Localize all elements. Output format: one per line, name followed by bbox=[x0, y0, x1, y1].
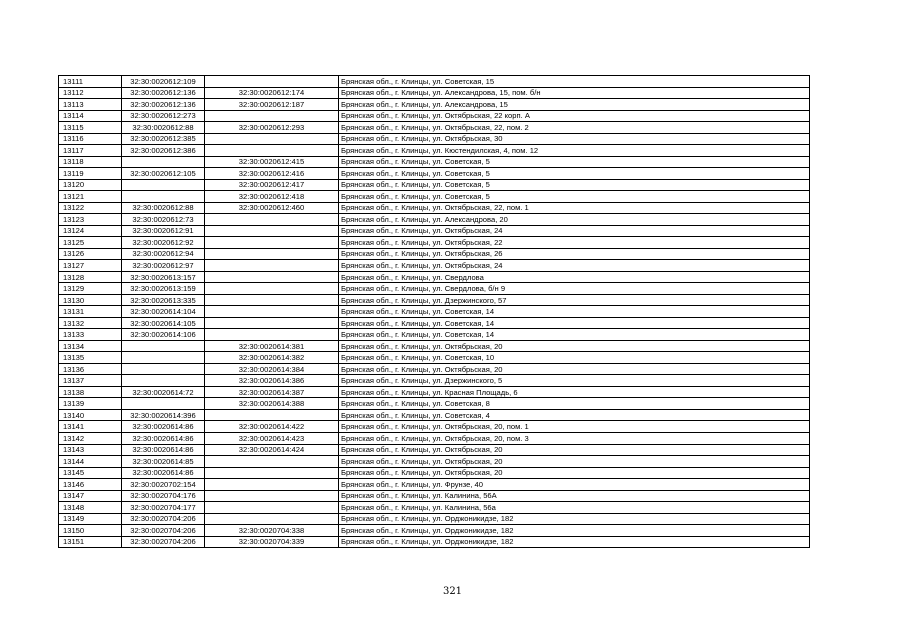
land-cadastral-number-cell: 32:30:0020614:72 bbox=[122, 386, 205, 398]
row-number-cell: 13133 bbox=[59, 329, 122, 341]
object-cadastral-number-cell bbox=[205, 409, 339, 421]
land-cadastral-number-cell: 32:30:0020614:86 bbox=[122, 444, 205, 456]
address-cell: Брянская обл., г. Клинцы, ул. Октябрьская, 22, пом. 1 bbox=[339, 202, 810, 214]
land-cadastral-number-cell: 32:30:0020613:159 bbox=[122, 283, 205, 295]
row-number-cell: 13123 bbox=[59, 214, 122, 226]
table-row bbox=[59, 214, 810, 226]
land-cadastral-number-cell: 32:30:0020614:86 bbox=[122, 421, 205, 433]
land-cadastral-number-cell: 32:30:0020612:136 bbox=[122, 87, 205, 99]
land-cadastral-number-cell bbox=[122, 340, 205, 352]
row-number-cell: 13124 bbox=[59, 225, 122, 237]
row-number-cell: 13143 bbox=[59, 444, 122, 456]
table-row bbox=[59, 386, 810, 398]
table-row bbox=[59, 283, 810, 295]
land-cadastral-number-cell: 32:30:0020704:206 bbox=[122, 525, 205, 537]
row-number-cell: 13128 bbox=[59, 271, 122, 283]
address-cell: Брянская обл., г. Клинцы, ул. Октябрьская, 24 bbox=[339, 225, 810, 237]
address-cell: Брянская обл., г. Клинцы, ул. Октябрьская, 20, пом. 3 bbox=[339, 432, 810, 444]
row-number-cell: 13121 bbox=[59, 191, 122, 203]
row-number-cell: 13134 bbox=[59, 340, 122, 352]
address-cell: Брянская обл., г. Клинцы, ул. Октябрьская, 22 bbox=[339, 237, 810, 249]
object-cadastral-number-cell bbox=[205, 490, 339, 502]
object-cadastral-number-cell bbox=[205, 479, 339, 491]
table-row bbox=[59, 444, 810, 456]
land-cadastral-number-cell: 32:30:0020614:86 bbox=[122, 467, 205, 479]
land-cadastral-number-cell: 32:30:0020612:105 bbox=[122, 168, 205, 180]
table-row bbox=[59, 306, 810, 318]
object-cadastral-number-cell bbox=[205, 237, 339, 249]
address-cell: Брянская обл., г. Клинцы, ул. Кюстендилская, 4, пом. 12 bbox=[339, 145, 810, 157]
row-number-cell: 13125 bbox=[59, 237, 122, 249]
table-row bbox=[59, 536, 810, 548]
land-cadastral-number-cell bbox=[122, 191, 205, 203]
row-number-cell: 13146 bbox=[59, 479, 122, 491]
table-row bbox=[59, 248, 810, 260]
land-cadastral-number-cell bbox=[122, 398, 205, 410]
row-number-cell: 13138 bbox=[59, 386, 122, 398]
address-cell: Брянская обл., г. Клинцы, ул. Калинина, 56А bbox=[339, 490, 810, 502]
land-cadastral-number-cell: 32:30:0020612:94 bbox=[122, 248, 205, 260]
row-number-cell: 13149 bbox=[59, 513, 122, 525]
land-cadastral-number-cell: 32:30:0020702:154 bbox=[122, 479, 205, 491]
land-cadastral-number-cell: 32:30:0020612:386 bbox=[122, 145, 205, 157]
table-row bbox=[59, 168, 810, 180]
address-cell: Брянская обл., г. Клинцы, ул. Дзержинского, 5 bbox=[339, 375, 810, 387]
object-cadastral-number-cell bbox=[205, 294, 339, 306]
address-cell: Брянская обл., г. Клинцы, ул. Красная Площадь, 6 bbox=[339, 386, 810, 398]
land-cadastral-number-cell: 32:30:0020614:104 bbox=[122, 306, 205, 318]
object-cadastral-number-cell bbox=[205, 283, 339, 295]
land-cadastral-number-cell: 32:30:0020704:206 bbox=[122, 536, 205, 548]
land-cadastral-number-cell: 32:30:0020612:136 bbox=[122, 99, 205, 111]
address-cell: Брянская обл., г. Клинцы, ул. Октябрьская, 20, пом. 1 bbox=[339, 421, 810, 433]
table-row bbox=[59, 110, 810, 122]
row-number-cell: 13113 bbox=[59, 99, 122, 111]
page-number: 321 bbox=[442, 586, 463, 597]
table-row bbox=[59, 294, 810, 306]
land-cadastral-number-cell: 32:30:0020613:335 bbox=[122, 294, 205, 306]
row-number-cell: 13117 bbox=[59, 145, 122, 157]
table-row bbox=[59, 87, 810, 99]
row-number-cell: 13112 bbox=[59, 87, 122, 99]
row-number-cell: 13119 bbox=[59, 168, 122, 180]
object-cadastral-number-cell: 32:30:0020612:415 bbox=[205, 156, 339, 168]
table-row bbox=[59, 202, 810, 214]
address-cell: Брянская обл., г. Клинцы, ул. Октябрьская, 20 bbox=[339, 456, 810, 468]
row-number-cell: 13142 bbox=[59, 432, 122, 444]
land-cadastral-number-cell: 32:30:0020614:86 bbox=[122, 432, 205, 444]
land-cadastral-number-cell: 32:30:0020612:273 bbox=[122, 110, 205, 122]
table-row bbox=[59, 329, 810, 341]
address-cell: Брянская обл., г. Клинцы, ул. Александрова, 20 bbox=[339, 214, 810, 226]
object-cadastral-number-cell bbox=[205, 133, 339, 145]
row-number-cell: 13118 bbox=[59, 156, 122, 168]
object-cadastral-number-cell: 32:30:0020614:388 bbox=[205, 398, 339, 410]
row-number-cell: 13148 bbox=[59, 502, 122, 514]
address-cell: Брянская обл., г. Клинцы, ул. Дзержинского, 57 bbox=[339, 294, 810, 306]
row-number-cell: 13144 bbox=[59, 456, 122, 468]
land-cadastral-number-cell: 32:30:0020704:206 bbox=[122, 513, 205, 525]
object-cadastral-number-cell bbox=[205, 317, 339, 329]
address-cell: Брянская обл., г. Клинцы, ул. Фрунзе, 40 bbox=[339, 479, 810, 491]
object-cadastral-number-cell bbox=[205, 248, 339, 260]
land-cadastral-number-cell: 32:30:0020612:385 bbox=[122, 133, 205, 145]
object-cadastral-number-cell bbox=[205, 513, 339, 525]
object-cadastral-number-cell bbox=[205, 260, 339, 272]
object-cadastral-number-cell: 32:30:0020614:424 bbox=[205, 444, 339, 456]
row-number-cell: 13151 bbox=[59, 536, 122, 548]
object-cadastral-number-cell bbox=[205, 467, 339, 479]
row-number-cell: 13136 bbox=[59, 363, 122, 375]
address-cell: Брянская обл., г. Клинцы, ул. Александрова, 15, пом. б/н bbox=[339, 87, 810, 99]
row-number-cell: 13127 bbox=[59, 260, 122, 272]
address-cell: Брянская обл., г. Клинцы, ул. Александрова, 15 bbox=[339, 99, 810, 111]
object-cadastral-number-cell bbox=[205, 329, 339, 341]
row-number-cell: 13130 bbox=[59, 294, 122, 306]
table-row bbox=[59, 490, 810, 502]
object-cadastral-number-cell: 32:30:0020612:293 bbox=[205, 122, 339, 134]
address-cell: Брянская обл., г. Клинцы, ул. Октябрьская, 22, пом. 2 bbox=[339, 122, 810, 134]
land-cadastral-number-cell: 32:30:0020614:106 bbox=[122, 329, 205, 341]
object-cadastral-number-cell: 32:30:0020614:423 bbox=[205, 432, 339, 444]
land-cadastral-number-cell bbox=[122, 375, 205, 387]
row-number-cell: 13116 bbox=[59, 133, 122, 145]
table-row bbox=[59, 271, 810, 283]
object-cadastral-number-cell: 32:30:0020612:460 bbox=[205, 202, 339, 214]
table-row bbox=[59, 467, 810, 479]
land-cadastral-number-cell: 32:30:0020614:396 bbox=[122, 409, 205, 421]
object-cadastral-number-cell: 32:30:0020614:387 bbox=[205, 386, 339, 398]
address-cell: Брянская обл., г. Клинцы, ул. Советская, 10 bbox=[339, 352, 810, 364]
row-number-cell: 13135 bbox=[59, 352, 122, 364]
address-cell: Брянская обл., г. Клинцы, ул. Октябрьская, 20 bbox=[339, 340, 810, 352]
cadastral-table bbox=[58, 75, 810, 548]
land-cadastral-number-cell: 32:30:0020612:92 bbox=[122, 237, 205, 249]
row-number-cell: 13137 bbox=[59, 375, 122, 387]
land-cadastral-number-cell: 32:30:0020614:85 bbox=[122, 456, 205, 468]
row-number-cell: 13122 bbox=[59, 202, 122, 214]
address-cell: Брянская обл., г. Клинцы, ул. Советская, 5 bbox=[339, 179, 810, 191]
table-row bbox=[59, 502, 810, 514]
address-cell: Брянская обл., г. Клинцы, ул. Октябрьская, 26 bbox=[339, 248, 810, 260]
object-cadastral-number-cell: 32:30:0020612:174 bbox=[205, 87, 339, 99]
object-cadastral-number-cell: 32:30:0020614:382 bbox=[205, 352, 339, 364]
land-cadastral-number-cell bbox=[122, 179, 205, 191]
row-number-cell: 13132 bbox=[59, 317, 122, 329]
address-cell: Брянская обл., г. Клинцы, ул. Октябрьская, 20 bbox=[339, 444, 810, 456]
address-cell: Брянская обл., г. Клинцы, ул. Советская, 4 bbox=[339, 409, 810, 421]
table-row bbox=[59, 179, 810, 191]
object-cadastral-number-cell: 32:30:0020704:338 bbox=[205, 525, 339, 537]
object-cadastral-number-cell bbox=[205, 145, 339, 157]
address-cell: Брянская обл., г. Клинцы, ул. Советская, 14 bbox=[339, 329, 810, 341]
object-cadastral-number-cell: 32:30:0020704:339 bbox=[205, 536, 339, 548]
table-row bbox=[59, 340, 810, 352]
object-cadastral-number-cell: 32:30:0020612:416 bbox=[205, 168, 339, 180]
land-cadastral-number-cell bbox=[122, 156, 205, 168]
address-cell: Брянская обл., г. Клинцы, ул. Советская, 5 bbox=[339, 168, 810, 180]
land-cadastral-number-cell: 32:30:0020612:109 bbox=[122, 76, 205, 88]
address-cell: Брянская обл., г. Клинцы, ул. Орджоникидзе, 182 bbox=[339, 536, 810, 548]
address-cell: Брянская обл., г. Клинцы, ул. Советская, 14 bbox=[339, 306, 810, 318]
row-number-cell: 13141 bbox=[59, 421, 122, 433]
table-row bbox=[59, 156, 810, 168]
row-number-cell: 13147 bbox=[59, 490, 122, 502]
object-cadastral-number-cell: 32:30:0020612:187 bbox=[205, 99, 339, 111]
land-cadastral-number-cell: 32:30:0020612:88 bbox=[122, 202, 205, 214]
land-cadastral-number-cell: 32:30:0020612:97 bbox=[122, 260, 205, 272]
table-row bbox=[59, 363, 810, 375]
object-cadastral-number-cell bbox=[205, 214, 339, 226]
address-cell: Брянская обл., г. Клинцы, ул. Орджоникидзе, 182 bbox=[339, 513, 810, 525]
address-cell: Брянская обл., г. Клинцы, ул. Октябрьская, 20 bbox=[339, 467, 810, 479]
address-cell: Брянская обл., г. Клинцы, ул. Свердлова, б/н 9 bbox=[339, 283, 810, 295]
object-cadastral-number-cell bbox=[205, 456, 339, 468]
row-number-cell: 13114 bbox=[59, 110, 122, 122]
table-row bbox=[59, 432, 810, 444]
cadastral-table-body bbox=[59, 76, 810, 548]
table-row bbox=[59, 99, 810, 111]
table-row bbox=[59, 456, 810, 468]
address-cell: Брянская обл., г. Клинцы, ул. Советская, 14 bbox=[339, 317, 810, 329]
table-row bbox=[59, 260, 810, 272]
object-cadastral-number-cell: 32:30:0020614:386 bbox=[205, 375, 339, 387]
table-row bbox=[59, 398, 810, 410]
table-row bbox=[59, 191, 810, 203]
table-row bbox=[59, 237, 810, 249]
land-cadastral-number-cell: 32:30:0020612:73 bbox=[122, 214, 205, 226]
object-cadastral-number-cell: 32:30:0020614:381 bbox=[205, 340, 339, 352]
land-cadastral-number-cell: 32:30:0020612:88 bbox=[122, 122, 205, 134]
address-cell: Брянская обл., г. Клинцы, ул. Свердлова bbox=[339, 271, 810, 283]
address-cell: Брянская обл., г. Клинцы, ул. Советская, 8 bbox=[339, 398, 810, 410]
object-cadastral-number-cell bbox=[205, 76, 339, 88]
address-cell: Брянская обл., г. Клинцы, ул. Советская, 5 bbox=[339, 156, 810, 168]
object-cadastral-number-cell bbox=[205, 271, 339, 283]
row-number-cell: 13139 bbox=[59, 398, 122, 410]
object-cadastral-number-cell: 32:30:0020612:418 bbox=[205, 191, 339, 203]
land-cadastral-number-cell: 32:30:0020613:157 bbox=[122, 271, 205, 283]
table-row bbox=[59, 76, 810, 88]
table-row bbox=[59, 317, 810, 329]
object-cadastral-number-cell: 32:30:0020614:384 bbox=[205, 363, 339, 375]
address-cell: Брянская обл., г. Клинцы, ул. Советская, 5 bbox=[339, 191, 810, 203]
object-cadastral-number-cell: 32:30:0020614:422 bbox=[205, 421, 339, 433]
table-row bbox=[59, 513, 810, 525]
land-cadastral-number-cell bbox=[122, 352, 205, 364]
row-number-cell: 13115 bbox=[59, 122, 122, 134]
table-row bbox=[59, 145, 810, 157]
land-cadastral-number-cell bbox=[122, 363, 205, 375]
land-cadastral-number-cell: 32:30:0020612:91 bbox=[122, 225, 205, 237]
address-cell: Брянская обл., г. Клинцы, ул. Октябрьская, 20 bbox=[339, 363, 810, 375]
table-row bbox=[59, 479, 810, 491]
row-number-cell: 13140 bbox=[59, 409, 122, 421]
table-row bbox=[59, 421, 810, 433]
table-row bbox=[59, 352, 810, 364]
table-row bbox=[59, 225, 810, 237]
address-cell: Брянская обл., г. Клинцы, ул. Советская, 15 bbox=[339, 76, 810, 88]
land-cadastral-number-cell: 32:30:0020704:176 bbox=[122, 490, 205, 502]
land-cadastral-number-cell: 32:30:0020704:177 bbox=[122, 502, 205, 514]
address-cell: Брянская обл., г. Клинцы, ул. Октябрьская, 30 bbox=[339, 133, 810, 145]
table-row bbox=[59, 525, 810, 537]
row-number-cell: 13145 bbox=[59, 467, 122, 479]
object-cadastral-number-cell bbox=[205, 225, 339, 237]
object-cadastral-number-cell bbox=[205, 502, 339, 514]
row-number-cell: 13131 bbox=[59, 306, 122, 318]
row-number-cell: 13126 bbox=[59, 248, 122, 260]
address-cell: Брянская обл., г. Клинцы, ул. Октябрьская, 22 корп. А bbox=[339, 110, 810, 122]
row-number-cell: 13120 bbox=[59, 179, 122, 191]
table-row bbox=[59, 122, 810, 134]
object-cadastral-number-cell bbox=[205, 306, 339, 318]
row-number-cell: 13150 bbox=[59, 525, 122, 537]
object-cadastral-number-cell: 32:30:0020612:417 bbox=[205, 179, 339, 191]
land-cadastral-number-cell: 32:30:0020614:105 bbox=[122, 317, 205, 329]
row-number-cell: 13111 bbox=[59, 76, 122, 88]
table-row bbox=[59, 409, 810, 421]
row-number-cell: 13129 bbox=[59, 283, 122, 295]
address-cell: Брянская обл., г. Клинцы, ул. Орджоникидзе, 182 bbox=[339, 525, 810, 537]
address-cell: Брянская обл., г. Клинцы, ул. Калинина, 56а bbox=[339, 502, 810, 514]
table-row bbox=[59, 375, 810, 387]
address-cell: Брянская обл., г. Клинцы, ул. Октябрьская, 24 bbox=[339, 260, 810, 272]
table-row bbox=[59, 133, 810, 145]
object-cadastral-number-cell bbox=[205, 110, 339, 122]
